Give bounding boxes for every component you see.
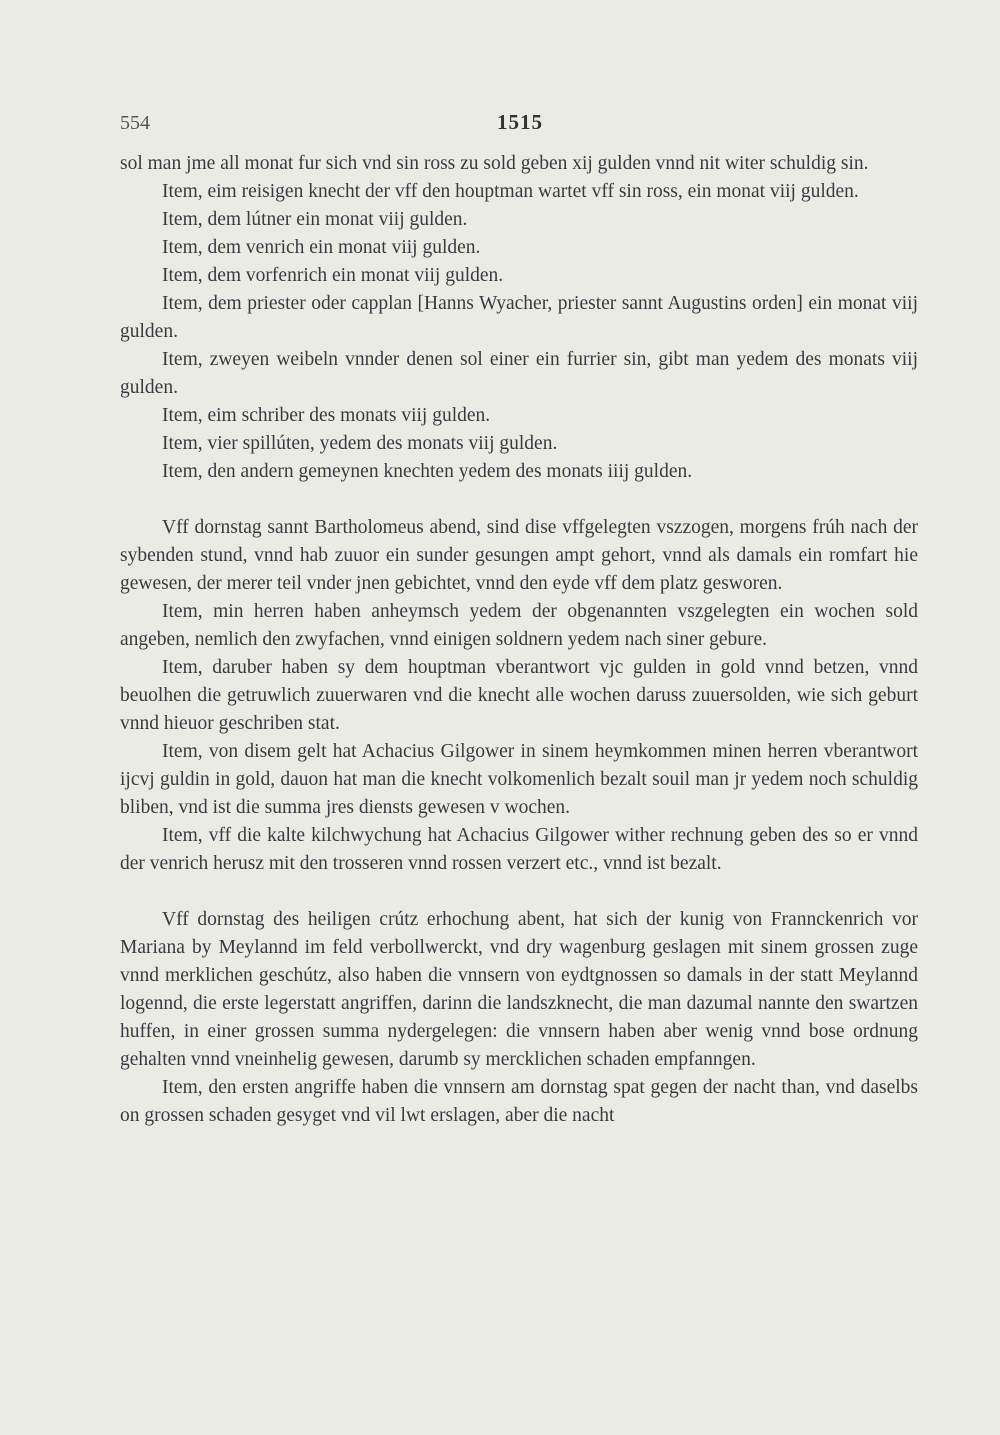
paragraph: Item, daruber haben sy dem houptman vberantwort vjc gulden in gold vnnd betzen, vnnd beuolhen die getruwlich zuuerwaren vnd die knecht alle wochen daruss zuuersolden, wie sich geburt vnnd hieuor geschriben stat. xyxy=(120,657,918,734)
paragraph: Item, eim reisigen knecht der vff den houptman wartet vff sin ross, ein monat viij gulden. xyxy=(162,181,859,202)
paragraph: Vff dornstag des heiligen crútz erhochung abent, hat sich der kunig von Frannckenrich vor Mariana by Meylannd im feld verbollwerckt, vnd dry wagenburg geslagen mit sinem grossen zuge vnnd merklichen geschútz, also haben die vnnsern von eydtgnossen so damals in der statt Meylannd logennd, die erste legerstatt angriffen, darinn die landszknecht, die man dazumal nannte den swartzen huffen, in einer grossen summa nydergelegen: die vnnsern haben aber wenig vnnd bose ordnung gehalten vnnd vneinhelig gewesen, darumb sy mercklichen schaden empfanngen. xyxy=(120,909,918,1070)
paragraph: Item, vier spillúten, yedem des monats viij gulden. xyxy=(162,433,558,454)
paragraph: Item, vff die kalte kilchwychung hat Achacius Gilgower wither rechnung geben des so er vnnd der venrich herusz mit den trosseren vnnd rossen verzert etc., vnnd ist bezalt. xyxy=(120,825,918,874)
paragraph: Item, min herren haben anheymsch yedem der obgenannten vszgelegten ein wochen sold angeben, nemlich den zwyfachen, vnnd einigen soldnern yedem nach siner gebure. xyxy=(120,601,918,650)
paragraph: Item, dem lútner ein monat viij gulden. xyxy=(162,209,468,230)
paragraph: Item, dem priester oder capplan [Hanns Wyacher, priester sannt Augustins orden] ein monat viij gulden. xyxy=(120,293,918,342)
paragraph: Item, zweyen weibeln vnnder denen sol einer ein furrier sin, gibt man yedem des monats viij gulden. xyxy=(120,349,918,398)
paragraph: Item, den andern gemeynen knechten yedem des monats iiij gulden. xyxy=(162,461,693,482)
paragraph: sol man jme all monat fur sich vnd sin ross zu sold geben xij gulden vnnd nit witer schuldig sin. xyxy=(120,153,869,174)
section-gap xyxy=(120,878,918,906)
paragraph: Item, von disem gelt hat Achacius Gilgower in sinem heymkommen minen herren vberantwort ijcvj guldin in gold, dauon hat man die knecht volkomenlich bezalt souil man jr yedem noch schuldig bliben, vnd ist die summa jres diensts gewesen v wochen. xyxy=(120,741,918,818)
running-head-year: 1515 xyxy=(497,110,543,134)
body-text xyxy=(120,150,918,1130)
page-header xyxy=(120,112,920,142)
paragraph: Item, dem venrich ein monat viij gulden. xyxy=(162,237,481,258)
paragraph: Item, eim schriber des monats viij gulden. xyxy=(162,405,491,426)
section-gap xyxy=(120,486,918,514)
paragraph: Vff dornstag sannt Bartholomeus abend, sind dise vffgelegten vszzogen, morgens frúh nach der sybenden stund, vnnd hab zuuor ein sunder gesungen ampt gehort, vnnd als damals ein romfart hie gewesen, der merer teil vnder jnen gebichtet, vnnd den eyde vff dem platz gesworen. xyxy=(120,517,918,594)
paragraph: Item, dem vorfenrich ein monat viij gulden. xyxy=(162,265,504,286)
page-number: 554 xyxy=(120,112,150,134)
paragraph: Item, den ersten angriffe haben die vnnsern am dornstag spat gegen der nacht than, vnd daselbs on grossen schaden gesyget vnd vil lwt erslagen, aber die nacht xyxy=(120,1077,918,1126)
